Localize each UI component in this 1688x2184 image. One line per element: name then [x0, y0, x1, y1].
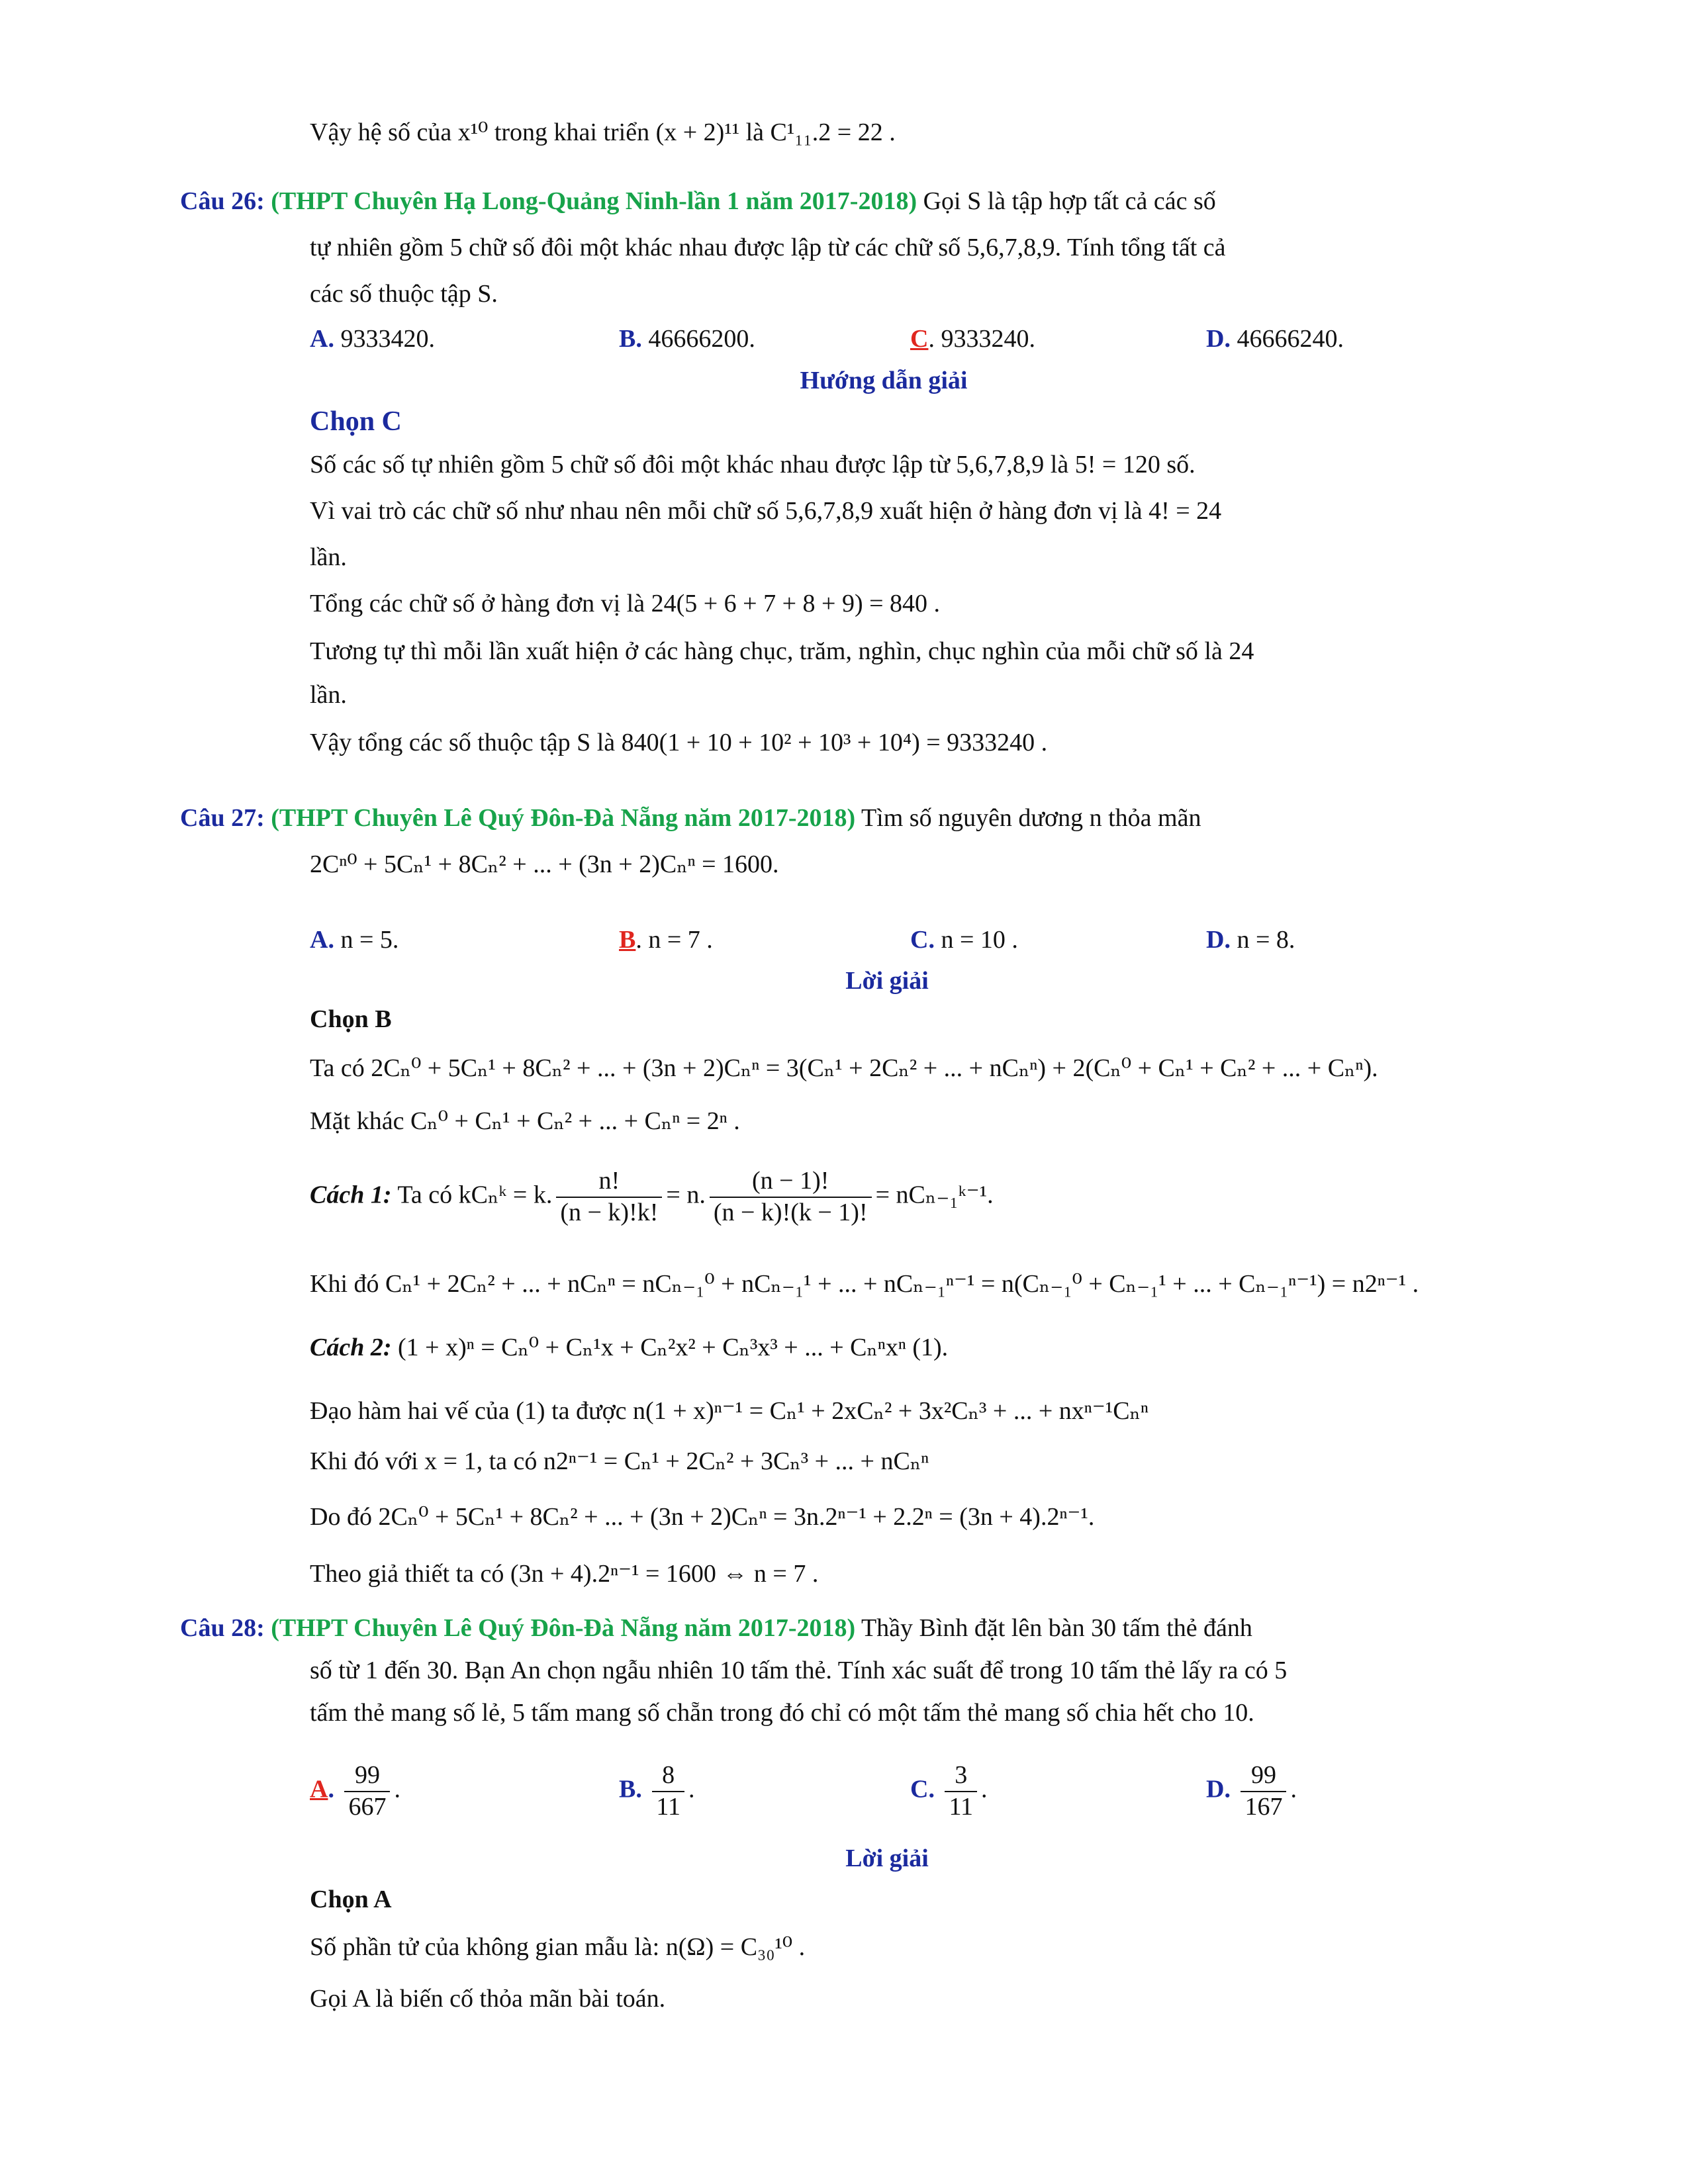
q28-option-c-num: 3	[945, 1760, 977, 1792]
q27-choice: Chọn B	[310, 1005, 392, 1033]
q28-option-b-den: 11	[656, 1792, 680, 1821]
q27-stem-1: Tìm số nguyên dương n thỏa mãn	[861, 804, 1201, 832]
q26-option-d-value: 46666240.	[1237, 325, 1344, 353]
q26-solution-line-2: Vì vai trò các chữ số như nhau nên mỗi chữ số 5,6,7,8,9 xuất hiện ở hàng đơn vị là 4! = 24	[310, 497, 1222, 525]
q25-conclusion: Vậy hệ số của x¹⁰ trong khai triển (x + 2)¹¹ là C¹₁₁.2 = 22 .	[310, 118, 896, 146]
q27-header	[180, 803, 1201, 834]
q27-label: Câu 27:	[180, 804, 265, 832]
q28-option-a-num: 99	[344, 1760, 390, 1792]
q27-cach1-label: Cách 1:	[310, 1181, 392, 1209]
q28-option-d-den: 167	[1244, 1792, 1283, 1821]
q26-solution-line-4: Tổng các chữ số ở hàng đơn vị là 24(5 + 6 + 7 + 8 + 9) = 840 .	[310, 590, 941, 617]
q27-fraction-1-num: n!	[556, 1166, 662, 1198]
q26-stem-2: tự nhiên gồm 5 chữ số đôi một khác nhau được lập từ các chữ số 5,6,7,8,9. Tính tổng tất cả	[310, 234, 1226, 261]
q27-fraction-2-den: (n − k)!(k − 1)!	[713, 1198, 868, 1226]
q27-line-4: Khi đó Cₙ¹ + 2Cₙ² + ... + nCₙⁿ = nCₙ₋₁⁰ + nCₙ₋₁¹ + ... + nCₙ₋₁ⁿ⁻¹ = n(Cₙ₋₁⁰ + Cₙ₋₁¹ + ... + Cₙ₋₁ⁿ⁻¹) = n2ⁿ⁻¹ .	[310, 1270, 1419, 1298]
q28-option-d-letter: D.	[1206, 1775, 1231, 1803]
q27-stem-2: 2Cⁿ⁰ + 5Cₙ¹ + 8Cₙ² + ... + (3n + 2)Cₙⁿ = 1600.	[310, 850, 779, 878]
q26-solution-line-1: Số các số tự nhiên gồm 5 chữ số đôi một khác nhau được lập từ 5,6,7,8,9 là 5! = 120 số.	[310, 451, 1196, 478]
q27-option-b-letter: B	[619, 926, 636, 954]
q28-option-c: C. $\frac{3}{11}$ .	[910, 1760, 988, 1822]
q26-label: Câu 26:	[180, 187, 265, 215]
q28-stem-3: tấm thẻ mang số lẻ, 5 tấm mang số chẵn trong đó chỉ có một tấm thẻ mang số chia hết cho 10.	[310, 1699, 1254, 1727]
q28-option-b: B. $\frac{8}{11}$ .	[619, 1760, 694, 1822]
q26-option-d-letter: D.	[1206, 325, 1231, 353]
q27-fraction-1-den: (n − k)!k!	[560, 1198, 659, 1226]
q27-cach1	[310, 1166, 994, 1228]
q26-solution-line-3: lần.	[310, 543, 347, 571]
q26-choice: Chọn C	[310, 406, 402, 437]
q27-line-6: Đạo hàm hai vế của (1) ta được n(1 + x)ⁿ⁻¹ = Cₙ¹ + 2xCₙ² + 3x²Cₙ³ + ... + nxⁿ⁻¹Cₙⁿ	[310, 1397, 1149, 1425]
q27-cach2-text: (1 + x)ⁿ = Cₙ⁰ + Cₙ¹x + Cₙ²x² + Cₙ³x³ + ... + Cₙⁿxⁿ (1).	[398, 1334, 949, 1361]
q28-option-d-fraction	[1241, 1760, 1286, 1822]
q28-line-1: Số phần tử của không gian mẫu là: n(Ω) = C₃₀¹⁰ .	[310, 1933, 806, 1961]
q28-option-c-den: 11	[949, 1792, 974, 1821]
q28-option-d-num: 99	[1241, 1760, 1286, 1792]
q28-stem-1: Thầy Bình đặt lên bàn 30 tấm thẻ đánh	[861, 1614, 1252, 1642]
q27-option-d	[1206, 925, 1295, 956]
q27-option-c-letter: C.	[910, 926, 935, 954]
q28-option-b-letter: B.	[619, 1775, 642, 1803]
q28-option-c-fraction	[945, 1760, 977, 1822]
q28-source: (THPT Chuyên Lê Quý Đôn-Đà Nẵng năm 2017-2018)	[271, 1614, 856, 1642]
q27-line-2: Mặt khác Cₙ⁰ + Cₙ¹ + Cₙ² + ... + Cₙⁿ = 2ⁿ .	[310, 1107, 740, 1135]
q28-label: Câu 28:	[180, 1614, 265, 1642]
q26-option-d	[1206, 324, 1344, 355]
q26-solution-line-7: Vậy tổng các số thuộc tập S là 840(1 + 10 + 10² + 10³ + 10⁴) = 9333240 .	[310, 729, 1048, 756]
q27-cach1-pre: Ta có kCₙᵏ = k.	[397, 1181, 553, 1209]
q28-option-a-den: 667	[348, 1792, 387, 1821]
q28-solution-heading: Lời giải	[845, 1844, 929, 1872]
q27-cach1-post: = nCₙ₋₁ᵏ⁻¹.	[875, 1181, 994, 1209]
q26-option-b-letter: B.	[619, 325, 642, 353]
q28-stem-2: số từ 1 đến 30. Bạn An chọn ngẫu nhiên 10 tấm thẻ. Tính xác suất để trong 10 tấm thẻ lấy ra có 5	[310, 1657, 1288, 1684]
q28-option-a-fraction	[344, 1760, 390, 1822]
q28-option-b-num: 8	[652, 1760, 684, 1792]
q27-cach1-mid: = n.	[666, 1181, 706, 1209]
q28-line-2: Gọi A là biến cố thỏa mãn bài toán.	[310, 1985, 666, 2013]
q26-option-b-value: 46666200.	[648, 325, 755, 353]
q27-line-7: Khi đó với x = 1, ta có n2ⁿ⁻¹ = Cₙ¹ + 2Cₙ² + 3Cₙ³ + ... + nCₙⁿ	[310, 1447, 929, 1475]
q28-option-a: A. $\frac{99}{667}$ .	[310, 1760, 400, 1822]
q28-option-d: D. $\frac{99}{167}$ .	[1206, 1760, 1297, 1822]
q26-solution-line-5: Tương tự thì mỗi lần xuất hiện ở các hàng chục, trăm, nghìn, chục nghìn của mỗi chữ số là 24	[310, 637, 1254, 665]
q27-option-b	[619, 925, 713, 956]
q26-option-b	[619, 324, 755, 355]
q27-fraction-1	[556, 1166, 662, 1228]
q26-source: (THPT Chuyên Hạ Long-Quảng Ninh-lần 1 năm 2017-2018)	[271, 187, 917, 215]
q27-fraction-2	[710, 1166, 872, 1228]
q27-option-a	[310, 925, 399, 956]
q27-option-a-letter: A.	[310, 926, 334, 954]
q27-solution-heading: Lời giải	[845, 967, 929, 995]
q27-line-8: Do đó 2Cₙ⁰ + 5Cₙ¹ + 8Cₙ² + ... + (3n + 2)Cₙⁿ = 3n.2ⁿ⁻¹ + 2.2ⁿ = (3n + 4).2ⁿ⁻¹.	[310, 1503, 1095, 1531]
q28-option-b-fraction	[652, 1760, 684, 1822]
q27-cach2	[310, 1333, 948, 1363]
q27-option-b-value: . n = 7 .	[635, 926, 713, 954]
q26-option-c-value: . 9333240.	[928, 325, 1035, 353]
q27-fraction-2-num: (n − 1)!	[710, 1166, 872, 1198]
q27-option-d-letter: D.	[1206, 926, 1231, 954]
q26-option-a	[310, 324, 435, 355]
q28-choice: Chọn A	[310, 1886, 392, 1913]
q26-solution-line-6: lần.	[310, 681, 347, 709]
q26-stem-1: Gọi S là tập hợp tất cả các số	[923, 187, 1216, 215]
q27-option-c-value: n = 10 .	[941, 926, 1018, 954]
q28-option-c-letter: C.	[910, 1775, 935, 1803]
q28-header	[180, 1614, 1252, 1644]
q26-header	[180, 187, 1216, 217]
q27-line-1: Ta có 2Cₙ⁰ + 5Cₙ¹ + 8Cₙ² + ... + (3n + 2)Cₙⁿ = 3(Cₙ¹ + 2Cₙ² + ... + nCₙⁿ) + 2(Cₙ⁰ + Cₙ¹ + Cₙ² + ... + Cₙⁿ).	[310, 1054, 1378, 1082]
q26-option-c-letter: C	[910, 325, 929, 353]
q27-option-c	[910, 925, 1018, 956]
q27-option-a-value: n = 5.	[340, 926, 399, 954]
q26-option-a-value: 9333420.	[340, 325, 435, 353]
q26-option-c	[910, 324, 1035, 355]
q27-option-d-value: n = 8.	[1237, 926, 1295, 954]
q27-source: (THPT Chuyên Lê Quý Đôn-Đà Nẵng năm 2017-2018)	[271, 804, 856, 832]
q26-stem-3: các số thuộc tập S.	[310, 280, 498, 308]
q28-option-a-letter: A	[310, 1775, 328, 1803]
q27-line-9: Theo giả thiết ta có (3n + 4).2ⁿ⁻¹ = 1600 ⇔ n = 7 .	[310, 1560, 819, 1588]
q27-cach2-label: Cách 2:	[310, 1334, 392, 1361]
q26-solution-heading: Hướng dẫn giải	[800, 367, 968, 394]
q26-option-a-letter: A.	[310, 325, 334, 353]
